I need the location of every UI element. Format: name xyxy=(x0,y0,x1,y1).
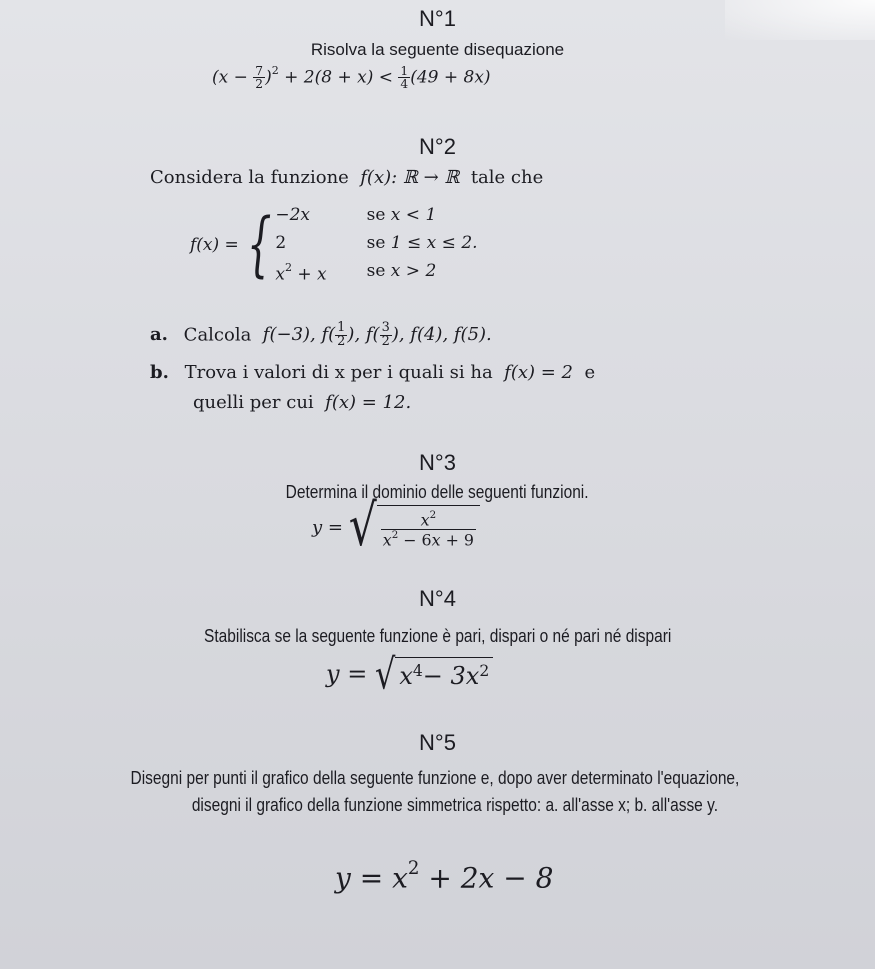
intro-text-b: tale che xyxy=(470,167,544,188)
exercise-4-title: N°4 xyxy=(419,586,456,611)
exercise-5-line-1-wrap xyxy=(20,768,850,789)
function-signature: f(x): ℝ → ℝ xyxy=(354,167,466,188)
exercise-2-item-b xyxy=(150,362,595,383)
exercise-2-item-b-cont xyxy=(193,392,411,413)
item-b-marker: b. xyxy=(150,362,169,383)
exercise-3-text-wrap xyxy=(0,482,875,503)
piecewise-function: f(x) = { −2x se x < 1 2 se 1 ≤ x ≤ 2. $x^2 + x$ se x > 2 xyxy=(190,203,478,286)
item-b-text-3: quelli per cui xyxy=(193,392,314,413)
exercise-5-line-1: Disegni per punti il grafico della seguente funzione e, dopo aver determinato l'equazione, xyxy=(130,768,740,788)
exercise-4-text: Stabilisca se la seguente funzione è pari, dispari o né pari né dispari xyxy=(203,626,672,646)
exercise-5-line-2-wrap xyxy=(40,795,870,816)
inequality-formula: (x − $\frac{7}{2}$ )$^2$ + 2(8 + x) < $\frac{1}{4}$ (49 + 8x) xyxy=(212,64,491,92)
brace-icon: { xyxy=(246,203,272,286)
exercise-1-title: N°1 xyxy=(419,6,456,31)
parabola-formula: $y = x^2 + 2x - 8$ xyxy=(335,858,554,895)
item-a-values: f(−3), f( $\frac{1}{2}$ ), f( $\frac{3}{2}$ ), f(4), f(5). xyxy=(257,320,492,349)
item-b-text: Trova i valori di x per i quali si ha xyxy=(184,362,493,383)
sqrt-icon: √ xyxy=(374,648,396,699)
item-b-eq-2: f(x) = 12. xyxy=(319,392,412,413)
exercise-3-text: Determina il dominio delle seguenti funzioni. xyxy=(286,482,589,502)
item-a-text: Calcola xyxy=(183,324,252,346)
exercise-2-title: N°2 xyxy=(419,134,456,159)
exercise-2-item-a xyxy=(150,322,492,349)
item-a-marker: a. xyxy=(150,324,168,346)
exercise-4-text-wrap xyxy=(0,626,875,647)
exercise-5-title: N°5 xyxy=(419,730,456,755)
item-b-text-2: e xyxy=(584,362,596,383)
exercise-1-text: Risolva la seguente disequazione xyxy=(310,40,565,59)
sqrt-icon: √ xyxy=(348,493,377,560)
item-b-eq-1: f(x) = 2 xyxy=(498,362,579,383)
domain-function-formula: y = √ $\frac{x^2}{x^2 - 6x + 9}$ xyxy=(312,505,480,549)
intro-text-a: Considera la funzione xyxy=(150,167,349,188)
exercise-3-title: N°3 xyxy=(419,450,456,475)
exercise-2-intro xyxy=(150,167,543,188)
parity-function-formula: y = √ x 4 − 3x 2 xyxy=(326,657,493,690)
exercise-5-line-2: disegni il grafico della funzione simmetrica rispetto: a. all'asse x; b. all'asse y. xyxy=(191,795,719,815)
